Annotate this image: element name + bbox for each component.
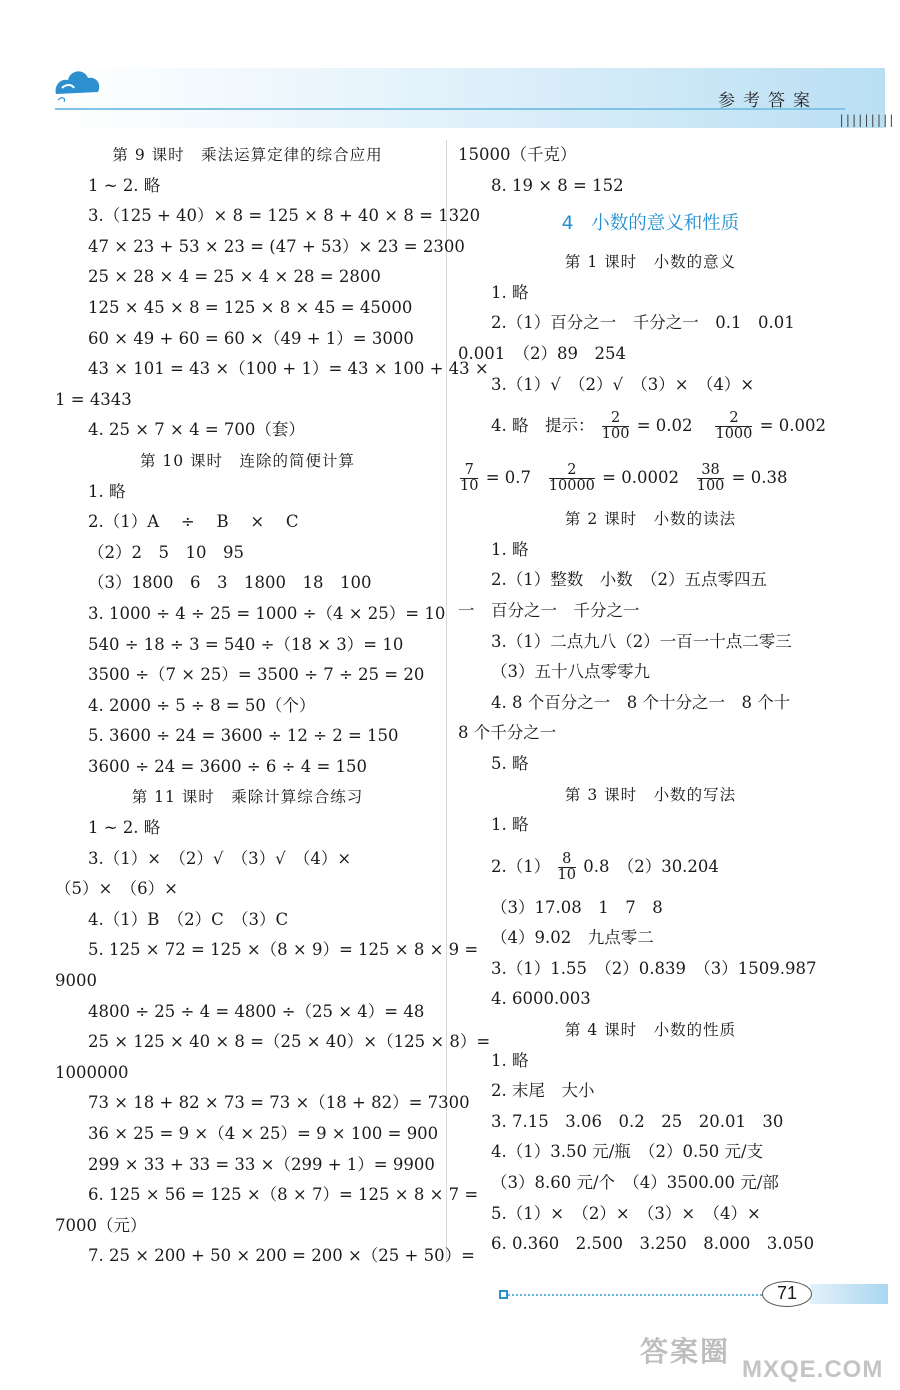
answer-line: 2. 末尾 大小: [491, 1081, 595, 1101]
answer-line: 1000000: [55, 1062, 129, 1082]
lesson-heading: 第 1 课时 小数的意义: [564, 253, 737, 272]
answer-line: 3600 ÷ 24 = 3600 ÷ 6 ÷ 4 = 150: [88, 756, 368, 776]
answer-line: 6. 125 × 56 = 125 ×（8 × 7）= 125 × 8 × 7 =: [88, 1185, 479, 1205]
answer-line: 3.（1）二点九八（2）一百一十点二零三: [491, 631, 792, 651]
answer-line: 3.（1）1.55 （2）0.839 （3）1509.987: [491, 958, 817, 978]
lesson-heading: 第 11 课时 乘除计算综合练习: [131, 788, 364, 807]
answer-line: （3）17.08 1 7 8: [491, 897, 663, 917]
answer-line: 5. 略: [491, 753, 529, 773]
answer-line: 2.（1）百分之一 千分之一 0.1 0.01: [491, 313, 795, 333]
answer-line: 7. 25 × 200 + 50 × 200 = 200 ×（25 + 50）=: [88, 1246, 475, 1266]
fraction-line-1: 4. 略 提示： $\frac{2}{100}$ = 0.02 $\frac{2}{1000}$ = 0.002: [491, 410, 826, 443]
answer-line: 8 个千分之一: [458, 723, 557, 743]
lesson-heading: 第 10 课时 连除的简便计算: [139, 451, 356, 470]
answer-line: 25 × 125 × 40 × 8 =（25 × 40）×（125 × 8）=: [88, 1032, 491, 1052]
answer-line: 9000: [55, 971, 97, 991]
fraction: $\frac{2}{10000}$: [548, 462, 595, 495]
page-number: 71: [762, 1281, 812, 1307]
watermark-url: MXQE.COM: [742, 1356, 884, 1383]
fraction: $\frac{8}{10}$: [557, 850, 576, 883]
answer-line: （3）五十八点零零九: [491, 662, 650, 682]
answer-line: 1. 略: [491, 1050, 529, 1070]
answer-line: 1 = 4343: [55, 389, 132, 409]
answer-line: 0.001 （2）89 254: [458, 343, 626, 363]
section-name: 小数的意义和性质: [591, 213, 740, 235]
lesson-heading: 第 9 课时 乘法运算定律的综合应用: [112, 146, 383, 164]
answer-line: 3. 1000 ÷ 4 ÷ 25 = 1000 ÷（4 × 25）= 10: [88, 603, 446, 623]
answer-line: 47 × 23 + 53 × 23 = (47 + 53）× 23 = 2300: [88, 236, 465, 256]
answer-line: 540 ÷ 18 ÷ 3 = 540 ÷（18 × 3）= 10: [88, 634, 404, 654]
answer-line: 73 × 18 + 82 × 73 = 73 ×（18 + 82）= 7300: [88, 1093, 470, 1113]
section-title: [458, 201, 843, 247]
answer-line: 4.（1）B （2）C （3）C: [88, 909, 289, 929]
answer-line: 4. 25 × 7 × 4 = 700（套）: [88, 420, 305, 440]
answer-line: 25 × 28 × 4 = 25 × 4 × 28 = 2800: [88, 267, 381, 287]
header-barcode: |||||||||: [838, 113, 895, 127]
answer-line: 299 × 33 + 33 = 33 ×（299 + 1）= 9900: [88, 1154, 435, 1174]
answer-line: 7000（元）: [55, 1215, 147, 1235]
fraction: $\frac{2}{1000}$: [715, 410, 753, 443]
answer-line: 1 ~ 2. 略: [88, 175, 161, 195]
footer-square-icon: [499, 1290, 508, 1299]
answer-line: 5. 3600 ÷ 24 = 3600 ÷ 12 ÷ 2 = 150: [88, 726, 399, 746]
header-title: 参考答案: [718, 91, 818, 111]
answer-line: 4800 ÷ 25 ÷ 4 = 4800 ÷（25 × 4）= 48: [88, 1001, 425, 1021]
fraction-line-3: 2.（1） $\frac{8}{10}$ 0.8 （2）30.204: [491, 850, 719, 883]
answer-line: 4. 8 个百分之一 8 个十分之一 8 个十: [491, 692, 791, 712]
fraction: $\frac{7}{10}$: [460, 462, 479, 495]
answer-line: （5）× （6）×: [55, 879, 178, 899]
answer-line: 2.（1）整数 小数 （2）五点零四五: [491, 570, 767, 590]
lesson-heading: 第 4 课时 小数的性质: [564, 1021, 737, 1040]
answer-line: 1. 略: [491, 815, 529, 835]
answer-line: （3）1800 6 3 1800 18 100: [88, 573, 372, 593]
cloud-logo-icon: [52, 64, 104, 104]
answer-line: 1. 略: [491, 539, 529, 559]
answer-line: 4. 6000.003: [491, 989, 591, 1009]
answer-line: （3）8.60 元/个 （4）3500.00 元/部: [491, 1173, 779, 1193]
answer-line: 8. 19 × 8 = 152: [491, 175, 624, 195]
answer-line: 一 百分之一 千分之一: [458, 600, 640, 620]
answer-line: （4）9.02 九点零二: [491, 928, 654, 948]
fraction: $\frac{38}{100}$: [696, 462, 725, 495]
fraction-line-2: $\frac{7}{10}$ = 0.7 $\frac{2}{10000}$ = 0.0002 $\frac{38}{100}$ = 0.38: [460, 462, 788, 495]
lesson-heading: 第 3 课时 小数的写法: [564, 785, 737, 804]
answer-line: 1. 略: [491, 282, 529, 302]
answer-line: 4. 2000 ÷ 5 ÷ 8 = 50（个）: [88, 695, 316, 715]
watermark-logo: 答案圈: [640, 1336, 731, 1367]
answer-line: 3.（1）√ （2）√ （3）× （4）×: [491, 374, 755, 394]
page-header: [0, 0, 900, 140]
answer-line: 36 × 25 = 9 ×（4 × 25）= 9 × 100 = 900: [88, 1124, 439, 1143]
footer-dotted-rule: [508, 1294, 762, 1296]
right-column: [458, 140, 843, 1260]
answer-line: 2.（1）A ÷ B × C: [88, 512, 299, 532]
answer-line: 3.（125 + 40）× 8 = 125 × 8 + 40 × 8 = 1320: [88, 206, 481, 226]
answer-line: 6. 0.360 2.500 3.250 8.000 3.050: [491, 1234, 815, 1254]
answer-line: 1. 略: [88, 481, 126, 501]
answer-line: 125 × 45 × 8 = 125 × 8 × 45 = 45000: [88, 297, 413, 317]
answer-line: 5.（1）× （2）× （3）× （4）×: [491, 1203, 761, 1223]
answer-line: 3.（1）× （2）√ （3）√ （4）×: [88, 848, 352, 868]
answer-line: 1 ~ 2. 略: [88, 818, 161, 838]
lesson-heading: 第 2 课时 小数的读法: [564, 510, 737, 529]
fraction: $\frac{2}{100}$: [601, 410, 630, 443]
answer-line: 60 × 49 + 60 = 60 ×（49 + 1）= 3000: [88, 328, 414, 348]
answer-line: 15000（千克）: [458, 145, 577, 164]
answer-line: 43 × 101 = 43 ×（100 + 1）= 43 × 100 + 43 ×: [88, 359, 489, 379]
answer-line: 5. 125 × 72 = 125 ×（8 × 9）= 125 × 8 × 9 =: [88, 940, 479, 960]
answer-line: 4.（1）3.50 元/瓶 （2）0.50 元/支: [491, 1142, 764, 1162]
section-number: 4: [561, 213, 574, 235]
footer-band: [810, 1284, 888, 1304]
answer-line: 3. 7.15 3.06 0.2 25 20.01 30: [491, 1111, 784, 1131]
answer-line: （2）2 5 10 95: [88, 542, 244, 562]
answer-line: 3500 ÷（7 × 25）= 3500 ÷ 7 ÷ 25 = 20: [88, 665, 425, 685]
